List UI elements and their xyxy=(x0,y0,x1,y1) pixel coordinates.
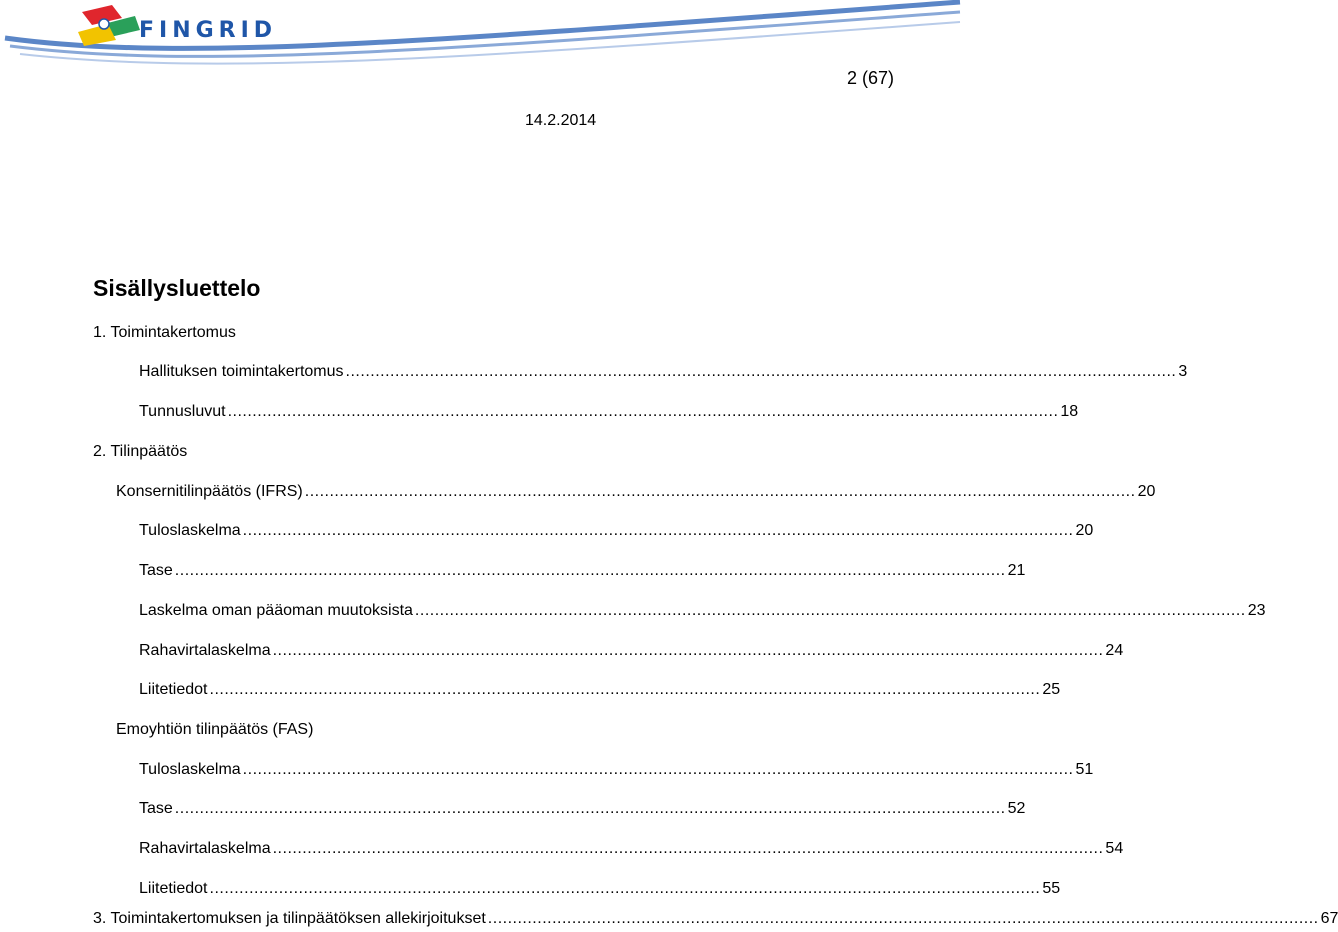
page-number: 2 (67) xyxy=(846,68,894,88)
toc-leader-dots: ........................................................................................................................................................................ xyxy=(345,363,1177,380)
toc-entry-page: 55 xyxy=(1042,880,1061,897)
toc-entry-page: 54 xyxy=(1105,840,1124,857)
toc-entry[interactable] xyxy=(116,483,1156,505)
toc-entry[interactable] xyxy=(139,880,1061,902)
emblem-white-dot xyxy=(99,19,109,29)
toc-entry-page: 67 xyxy=(1320,910,1338,927)
toc-entry-page: 51 xyxy=(1075,761,1094,778)
toc-leader-dots: ........................................................................................................................................................................ xyxy=(227,403,1059,420)
toc-entry-label: Tunnusluvut xyxy=(139,403,226,420)
toc-entry-label: Rahavirtalaskelma xyxy=(139,840,271,857)
toc-entry-page: 18 xyxy=(1060,403,1079,420)
toc-entry[interactable] xyxy=(139,681,1061,703)
toc-leader-dots: ........................................................................................................................................................................ xyxy=(272,840,1104,857)
toc-entry-label: Tuloslaskelma xyxy=(139,761,241,778)
toc-entry[interactable] xyxy=(139,642,1124,664)
toc-subsection-heading: Emoyhtiön tilinpäätös (FAS) xyxy=(116,721,314,738)
toc-entry[interactable] xyxy=(139,363,1188,385)
document-date: 14.2.2014 xyxy=(525,112,597,129)
toc-entry-label: Hallituksen toimintakertomus xyxy=(139,363,344,380)
toc-leader-dots: ........................................................................................................................................................................ xyxy=(174,800,1006,817)
toc-entry[interactable] xyxy=(139,522,1094,544)
toc-leader-dots: ........................................................................................................................................................................ xyxy=(487,910,1319,927)
toc-leader-dots: ........................................................................................................................................................................ xyxy=(209,681,1041,698)
toc-leader-dots: ........................................................................................................................................................................ xyxy=(174,562,1006,579)
toc-section-heading: 2. Tilinpäätös xyxy=(93,443,188,460)
toc-entry-label: Laskelma oman pääoman muutoksista xyxy=(139,602,413,619)
toc-entry-page: 21 xyxy=(1007,562,1026,579)
toc-entry[interactable] xyxy=(139,562,1026,584)
toc-entry-label: Rahavirtalaskelma xyxy=(139,642,271,659)
toc-leader-dots: ........................................................................................................................................................................ xyxy=(242,522,1074,539)
toc-leader-dots: ........................................................................................................................................................................ xyxy=(304,483,1136,500)
toc-entry[interactable] xyxy=(139,800,1026,822)
brand-wordmark: FINGRID xyxy=(139,18,278,43)
toc-entry[interactable] xyxy=(93,910,1338,932)
toc-entry[interactable] xyxy=(139,840,1124,862)
toc-entry-page: 20 xyxy=(1137,483,1156,500)
toc-entry[interactable] xyxy=(139,602,1266,624)
toc-entry-label: Tase xyxy=(139,800,173,817)
toc-entry[interactable] xyxy=(139,403,1079,425)
toc-entry[interactable] xyxy=(139,761,1094,783)
toc-entry-page: 23 xyxy=(1247,602,1266,619)
toc-entry-label: Konsernitilinpäätös (IFRS) xyxy=(116,483,303,500)
toc-section-heading: 1. Toimintakertomus xyxy=(93,324,236,341)
toc-entry-page: 20 xyxy=(1075,522,1094,539)
toc-leader-dots: ........................................................................................................................................................................ xyxy=(272,642,1104,659)
toc-entry-page: 24 xyxy=(1105,642,1124,659)
toc-entry-label: Tuloslaskelma xyxy=(139,522,241,539)
toc-entry-label: Liitetiedot xyxy=(139,880,208,897)
toc-entry-page: 25 xyxy=(1042,681,1061,698)
toc-entry-label: Tase xyxy=(139,562,173,579)
toc-leader-dots: ........................................................................................................................................................................ xyxy=(414,602,1246,619)
toc-title: Sisällysluettelo xyxy=(93,275,261,301)
toc-entry-label: Liitetiedot xyxy=(139,681,208,698)
toc-entry-page: 52 xyxy=(1007,800,1026,817)
toc-leader-dots: ........................................................................................................................................................................ xyxy=(242,761,1074,778)
toc-entry-label: 3. Toimintakertomuksen ja tilinpäätöksen allekirjoitukset xyxy=(93,910,486,927)
toc-entry-page: 3 xyxy=(1178,363,1188,380)
toc-leader-dots: ........................................................................................................................................................................ xyxy=(209,880,1041,897)
